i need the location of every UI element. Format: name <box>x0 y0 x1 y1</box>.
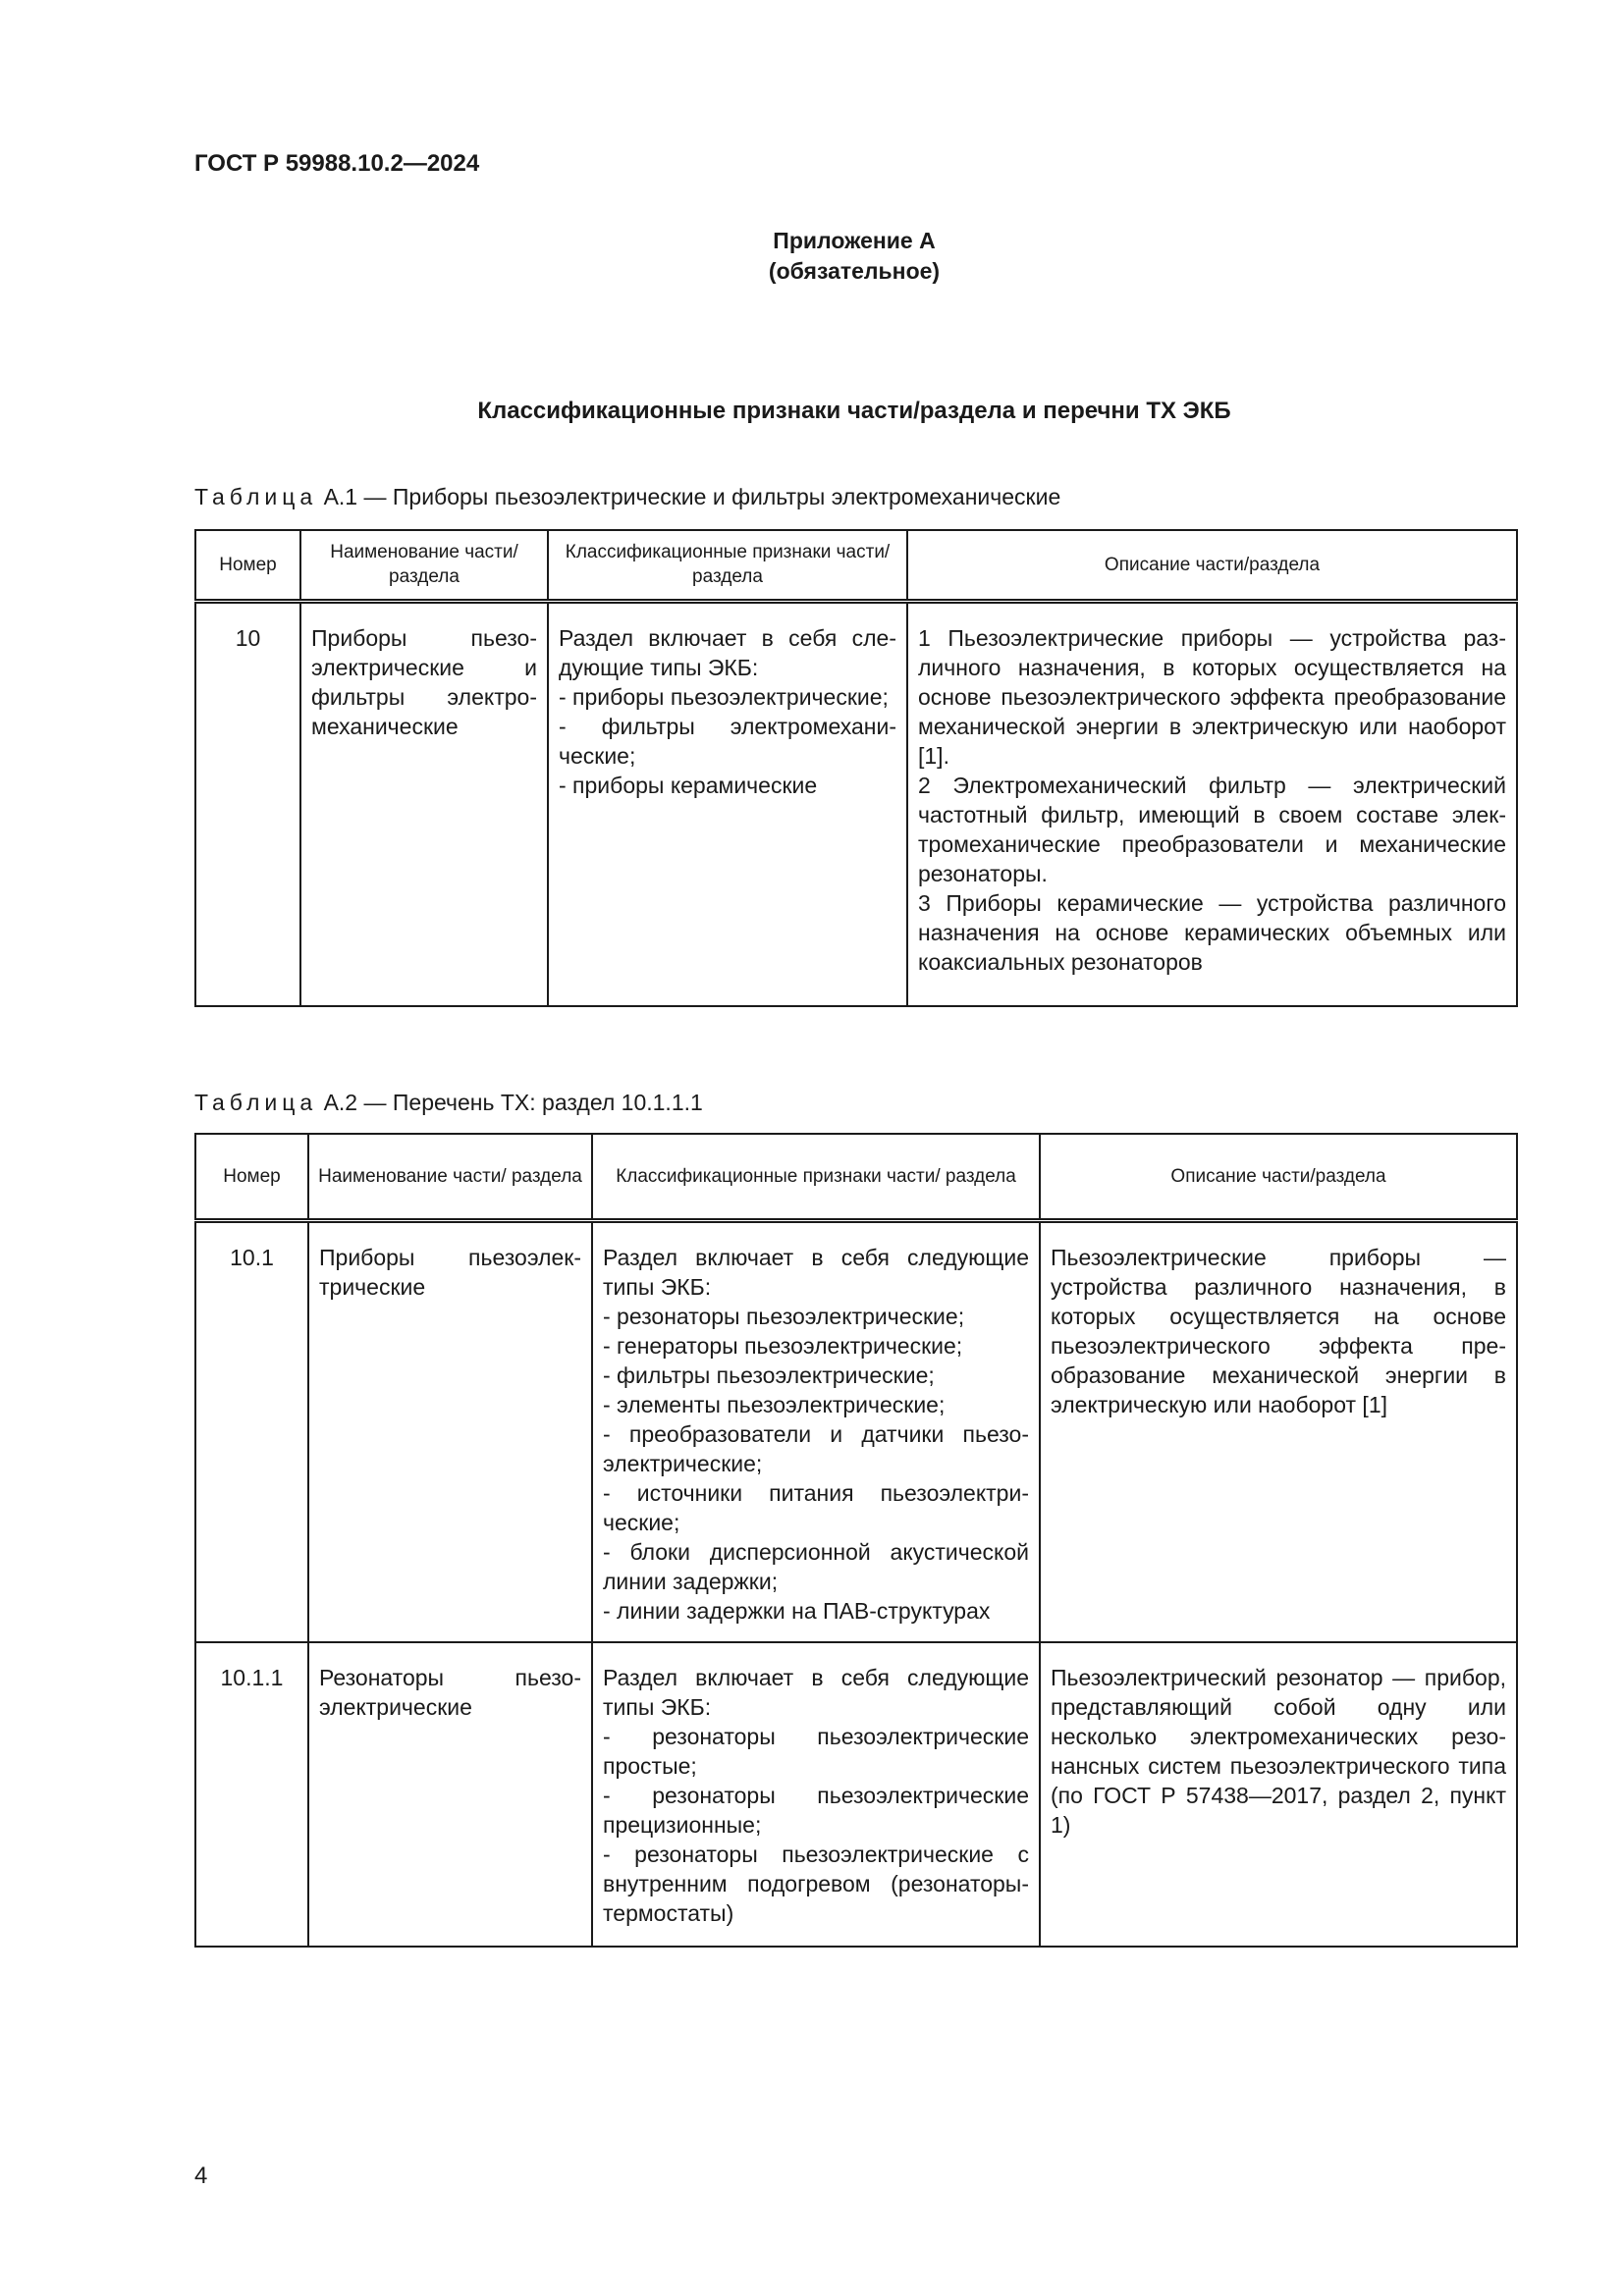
feature-line: - источники питания пьезоэлектрические; <box>603 1479 1029 1535</box>
table1 <box>194 529 1518 1007</box>
table1-caption-text: А.1 — Приборы пьезоэлектрические и фильтры электромеханические <box>323 484 1061 509</box>
table1-row1-name: Приборы пьезоэлектрические и фильтры электромеханические <box>300 601 548 1006</box>
table1-row1-description <box>907 601 1517 1006</box>
feature-line: - фильтры пьезоэлектрические; <box>603 1362 935 1388</box>
table1-caption-prefix: Таблица <box>194 484 318 509</box>
feature-line: - преобразователи и датчики пьезоэлектрические; <box>603 1420 1029 1476</box>
table1-header-description: Описание части/раздела <box>907 530 1517 601</box>
table2-caption <box>194 1090 703 1116</box>
feature-line: - линии задержки на ПАВ-структурах <box>603 1597 991 1624</box>
appendix-status: (обязательное) <box>768 258 941 284</box>
table2-row1-name: Приборы пьезоэлектрические <box>308 1220 592 1642</box>
table2-row2-features <box>592 1642 1040 1947</box>
description-paragraph: 3 Приборы керамические — устройства различного назначения на основе керамических объемных или коаксиальных резонаторов <box>918 889 1506 975</box>
table1-header-row <box>195 530 1517 601</box>
table2-caption-text: А.2 — Перечень ТХ: раздел 10.1.1.1 <box>323 1090 703 1115</box>
feature-line: Раздел включает в себя следующие типы ЭКБ: <box>559 624 896 680</box>
feature-line: - фильтры электромеханические; <box>559 713 896 769</box>
table2-header-description: Описание части/раздела <box>1040 1134 1517 1220</box>
table2-header-row <box>195 1134 1517 1220</box>
table1-row1-number: 10 <box>195 601 300 1006</box>
feature-line: - блоки дисперсионной акустической линии задержки; <box>603 1538 1029 1594</box>
feature-line: - резонаторы пьезоэлектрические; <box>603 1303 965 1329</box>
table-row <box>195 601 1517 1006</box>
table1-header-name: Наименование части/ раздела <box>300 530 548 601</box>
table1-caption <box>194 484 1060 510</box>
section-title: Классификационные признаки части/раздела и перечни ТХ ЭКБ <box>477 398 1231 424</box>
table1-row1-features <box>548 601 907 1006</box>
feature-line: Раздел включает в себя следующие типы ЭКБ: <box>603 1665 1029 1720</box>
feature-line: - приборы пьезоэлектрические; <box>559 683 889 710</box>
table2-row1-number: 10.1 <box>195 1220 308 1642</box>
table2-header-name: Наименование части/ раздела <box>308 1134 592 1220</box>
page-number: 4 <box>194 2163 208 2189</box>
table-row <box>195 1220 1517 1642</box>
table2-header-features: Классификационные признаки части/ раздела <box>592 1134 1040 1220</box>
table2-header-number: Номер <box>195 1134 308 1220</box>
table2-row2-number: 10.1.1 <box>195 1642 308 1947</box>
feature-line: - приборы керамические <box>559 772 818 798</box>
feature-line: - резонаторы пьезоэлектрические с внутренним подогревом (резонаторы-термостаты) <box>603 1842 1029 1926</box>
feature-line: Раздел включает в себя следующие типы ЭКБ: <box>603 1244 1029 1300</box>
feature-line: - элементы пьезоэлектрические; <box>603 1391 946 1417</box>
table2-row2-name: Резонаторы пьезоэлектрические <box>308 1642 592 1947</box>
table1-header-number: Номер <box>195 530 300 601</box>
feature-line: - резонаторы пьезоэлектрические простые; <box>603 1724 1029 1779</box>
table2-row1-description: Пьезоэлектрические приборы — устройства различного назначения, в которых осуществляется на основе пьезоэлектрического эффекта преобразование механической энергии в электрическую или наоборот [1] <box>1040 1220 1517 1642</box>
document-code: ГОСТ Р 59988.10.2—2024 <box>194 150 480 177</box>
table-row <box>195 1642 1517 1947</box>
description-paragraph: 2 Электромеханический фильтр — электрический частотный фильтр, имеющий в своем составе электромеханические преобразователи и механические резонаторы. <box>918 772 1506 886</box>
table1-header-features: Классификационные признаки части/раздела <box>548 530 907 601</box>
description-paragraph: 1 Пьезоэлектрические приборы — устройства различного назначения, в которых осуществляется на основе пьезоэлектрического эффекта преобразование механической энергии в электрическую или наоборот [1]. <box>918 624 1506 769</box>
feature-line: - генераторы пьезоэлектрические; <box>603 1332 963 1359</box>
table2-row2-description: Пьезоэлектрический резонатор — прибор, представляющий собой одну или несколько электромеханических резонансных систем пьезоэлектрического типа (по ГОСТ Р 57438—2017, раздел 2, пункт 1) <box>1040 1642 1517 1947</box>
table2-row1-features <box>592 1220 1040 1642</box>
table2 <box>194 1133 1518 1948</box>
table2-caption-prefix: Таблица <box>194 1090 318 1115</box>
appendix-heading <box>0 226 1624 287</box>
feature-line: - резонаторы пьезоэлектрические прецизионные; <box>603 1783 1029 1838</box>
appendix-title: Приложение А <box>773 228 936 253</box>
